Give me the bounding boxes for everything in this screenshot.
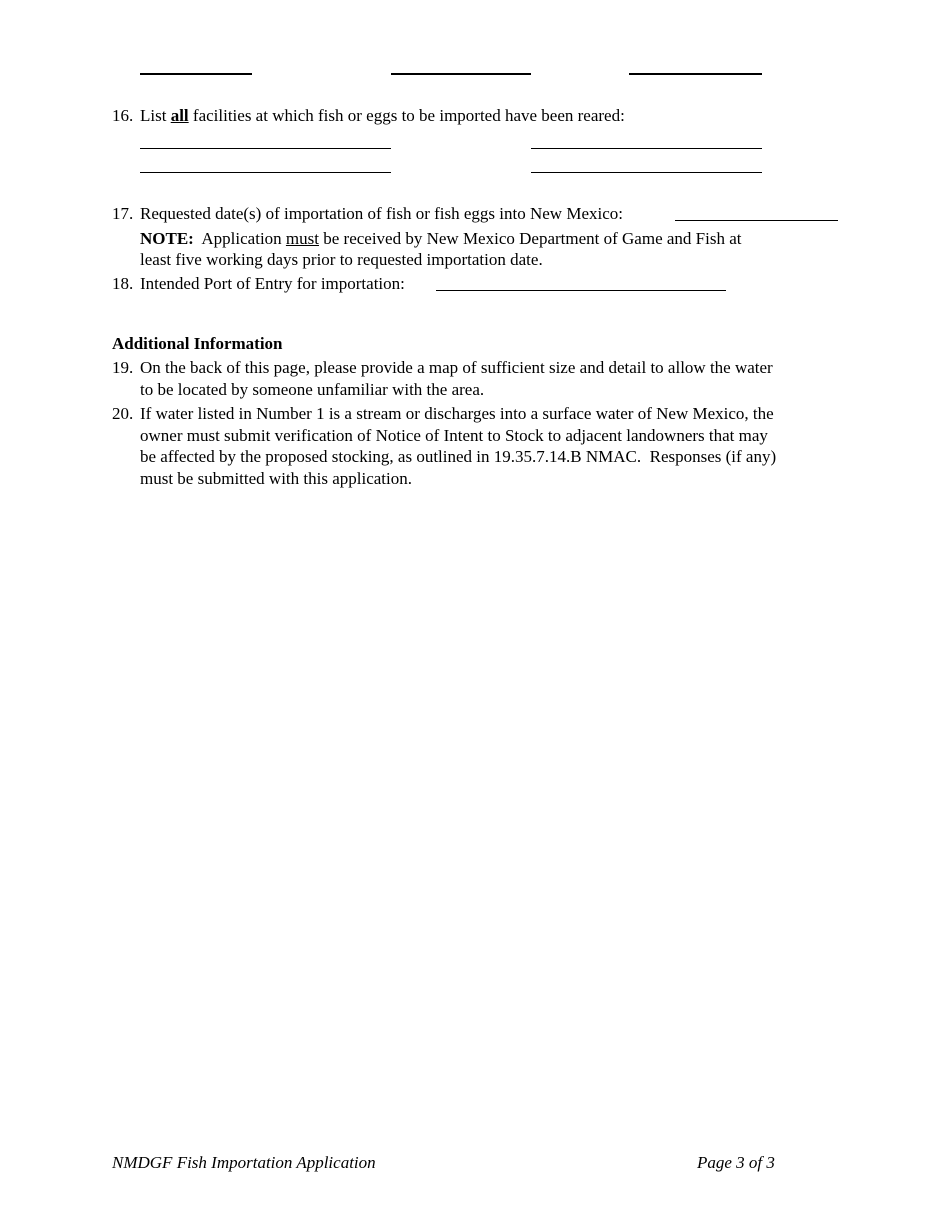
item-19-line2: to be located by someone unfamiliar with the area.	[140, 380, 485, 399]
item-20-line2: owner must submit verification of Notice of Intent to Stock to adjacent landowners that may	[140, 426, 768, 445]
facility-blank-2[interactable]	[531, 148, 762, 149]
top-blank-3[interactable]	[629, 73, 762, 75]
item-18-number: 18.	[112, 274, 134, 293]
item-20-line3: be affected by the proposed stocking, as outlined in 19.35.7.14.B NMAC. Responses (if any)	[140, 447, 777, 466]
importation-date-blank[interactable]	[675, 220, 838, 221]
facility-blank-1[interactable]	[140, 148, 391, 149]
port-of-entry-blank[interactable]	[436, 290, 726, 291]
item-16-text	[140, 105, 625, 126]
note-post: be received by New Mexico Department of Game and Fish at	[318, 229, 742, 248]
item-20-line4: must be submitted with this application.	[140, 469, 412, 488]
footer-title: NMDGF Fish Importation Application	[112, 1153, 376, 1172]
item-17-note-line2: least five working days prior to requested importation date.	[140, 250, 543, 269]
item-18-text: Intended Port of Entry for importation:	[140, 274, 405, 293]
item-16-prefix: List	[140, 106, 171, 125]
item-17-number: 17.	[112, 204, 134, 223]
item-19-number: 19.	[112, 358, 134, 377]
item-17-note	[140, 228, 741, 249]
note-emphasis: must	[285, 229, 319, 248]
item-19-line1: On the back of this page, please provide a map of sufficient size and detail to allow the water	[140, 358, 773, 377]
item-16-suffix: facilities at which fish or eggs to be imported have been reared:	[188, 106, 625, 125]
note-label: NOTE:	[140, 229, 194, 248]
top-blank-2[interactable]	[391, 73, 531, 75]
item-20-number: 20.	[112, 404, 134, 423]
section-heading: Additional Information	[112, 334, 283, 353]
facility-blank-4[interactable]	[531, 172, 762, 173]
top-blank-1[interactable]	[140, 73, 252, 75]
facility-blank-3[interactable]	[140, 172, 391, 173]
item-20-line1: If water listed in Number 1 is a stream or discharges into a surface water of New Mexico, the	[140, 404, 774, 423]
item-17-text: Requested date(s) of importation of fish or fish eggs into New Mexico:	[140, 204, 623, 223]
item-16-number: 16.	[112, 106, 134, 125]
footer-page-number: Page 3 of 3	[697, 1153, 775, 1172]
note-pre: Application	[193, 229, 286, 248]
item-16-emphasis: all	[170, 106, 189, 125]
